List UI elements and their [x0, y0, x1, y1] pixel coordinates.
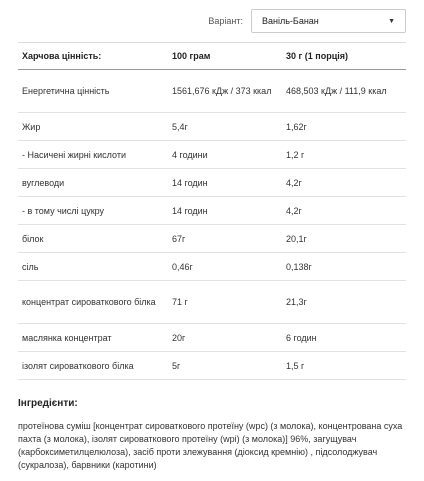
- value-per-serving: 468,503 кДж / 111,9 ккал: [282, 70, 406, 113]
- value-per-100g: 5,4г: [168, 113, 282, 141]
- value-per-serving: 0,138г: [282, 253, 406, 281]
- value-per-100g: 0,46г: [168, 253, 282, 281]
- nutrient-name: - в тому числі цукру: [18, 197, 168, 225]
- table-row: [18, 352, 406, 380]
- value-per-serving: 6 годин: [282, 324, 406, 352]
- nutrition-header-row: [18, 43, 406, 70]
- value-per-serving: 1,5 г: [282, 352, 406, 380]
- variant-dropdown[interactable]: [251, 9, 406, 33]
- table-row: [18, 253, 406, 281]
- nutrient-name: сіль: [18, 253, 168, 281]
- table-row: [18, 324, 406, 352]
- nutrient-name: ізолят сироваткового білка: [18, 352, 168, 380]
- variant-selector-row: [208, 9, 406, 33]
- value-per-100g: 20г: [168, 324, 282, 352]
- nutrition-table: [18, 42, 406, 380]
- value-per-100g: 71 г: [168, 281, 282, 324]
- ingredients-title: Інгредієнти:: [18, 398, 78, 409]
- nutrient-name: Енергетична цінність: [18, 70, 168, 113]
- table-row: [18, 169, 406, 197]
- value-per-serving: 4,2г: [282, 197, 406, 225]
- header-per-100g: 100 грам: [168, 43, 282, 70]
- variant-selected-value: Ваніль-Банан: [262, 16, 319, 26]
- table-row: [18, 70, 406, 113]
- nutrient-name: Жир: [18, 113, 168, 141]
- ingredients-text: протеїнова суміш [концентрат сироваткового протеїну (wpc) (з молока), концентрована суха пахта (з молока), ізолят сироваткового протеїну (wpi) (з молока)] 96%, загущувач (карбоксиметилцелюлоза), засіб проти злежування (діоксид кремнію) , підсолоджувач (сукралоза), барвники (каротини): [18, 421, 403, 470]
- variant-label: Варіант:: [208, 16, 243, 26]
- value-per-100g: 67г: [168, 225, 282, 253]
- header-per-serving: 30 г (1 порція): [282, 43, 406, 70]
- value-per-100g: 1561,676 кДж / 373 ккал: [168, 70, 282, 113]
- table-row: [18, 225, 406, 253]
- table-row: [18, 197, 406, 225]
- value-per-serving: 1,2 г: [282, 141, 406, 169]
- value-per-serving: 4,2г: [282, 169, 406, 197]
- nutrient-name: маслянка концентрат: [18, 324, 168, 352]
- nutrient-name: концентрат сироваткового білка: [18, 281, 168, 324]
- value-per-100g: 14 годин: [168, 197, 282, 225]
- header-nutrient: Харчова цінність:: [18, 43, 168, 70]
- table-row: [18, 141, 406, 169]
- value-per-100g: 14 годин: [168, 169, 282, 197]
- value-per-serving: 1,62г: [282, 113, 406, 141]
- value-per-serving: 20,1г: [282, 225, 406, 253]
- nutrient-name: - Насичені жирні кислоти: [18, 141, 168, 169]
- table-row: [18, 281, 406, 324]
- caret-down-icon: ▼: [388, 17, 395, 25]
- value-per-100g: 4 години: [168, 141, 282, 169]
- value-per-100g: 5г: [168, 352, 282, 380]
- value-per-serving: 21,3г: [282, 281, 406, 324]
- nutrient-name: білок: [18, 225, 168, 253]
- table-row: [18, 113, 406, 141]
- nutrient-name: вуглеводи: [18, 169, 168, 197]
